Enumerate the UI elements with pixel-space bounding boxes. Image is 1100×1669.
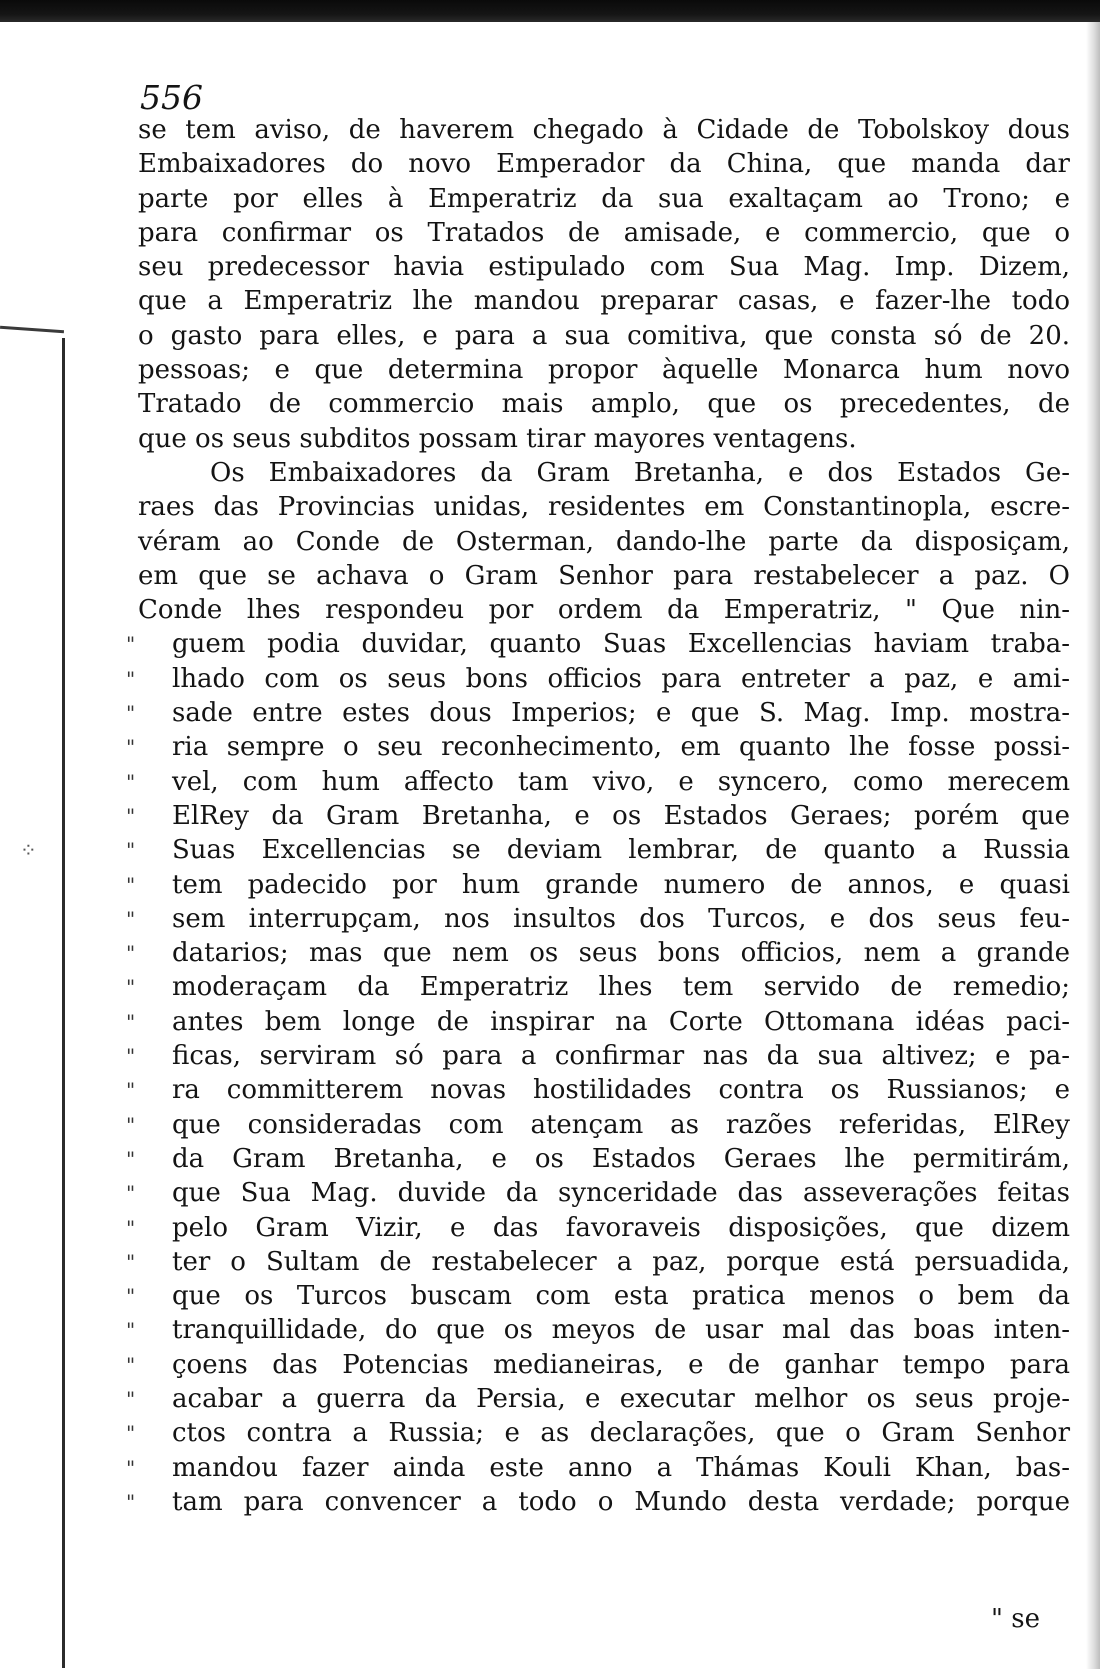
text-line [126,1073,1070,1107]
text-line [126,765,1070,799]
text-line [126,902,1070,936]
quote-mark: " [126,769,136,794]
text-line-content: pelo Gram Vizir, e das favoraveis disposições, que dizem [172,1212,1070,1243]
text-line [138,216,1070,250]
text-line [126,833,1070,867]
text-line-content: antes bem longe de inspirar na Corte Ottomana idéas paci- [172,1006,1070,1037]
text-line-content: mandou fazer ainda este anno a Thámas Kouli Khan, bas- [172,1452,1070,1483]
text-line-content: lhado com os seus bons officios para entreter a paz, e ami- [172,663,1070,694]
text-line-content: véram ao Conde de Osterman, dando-lhe parte da disposiçam, [138,526,1070,557]
text-line [126,627,1070,661]
quote-mark: " [126,838,136,863]
quote-mark: " [126,1489,136,1514]
text-line [126,1451,1070,1485]
text-line [138,593,1070,627]
text-line-content: Tratado de commercio mais amplo, que os precedentes, de [138,389,1070,420]
quote-mark: " [126,1455,136,1480]
quote-mark: " [126,975,136,1000]
text-line-content: tam para convencer a todo o Mundo desta verdade; porque [172,1486,1070,1517]
text-line-content: tem padecido por hum grande numero de annos, e quasi [172,869,1070,900]
text-line-content: moderaçam da Emperatriz lhes tem servido de remedio; [172,972,1070,1003]
page-number: 556 [140,78,203,117]
quote-mark: " [126,1249,136,1274]
text-line [126,1245,1070,1279]
text-line [126,730,1070,764]
text-line [126,936,1070,970]
text-line [126,1279,1070,1313]
quote-mark: " [126,1421,136,1446]
quote-mark: " [126,1284,136,1309]
text-line-content: Suas Excellencias se deviam lembrar, de quanto a Russia [172,835,1070,866]
text-line [126,696,1070,730]
text-line-content: que a Emperatriz lhe mandou preparar casas, e fazer-lhe todo [138,286,1070,317]
text-line [126,868,1070,902]
quote-mark: " [126,1078,136,1103]
text-line [126,1485,1070,1519]
text-line-content: se tem aviso, de haverem chegado à Cidade de Tobolskoy dous [138,115,1070,145]
text-line [138,559,1070,593]
text-line-content: parte por elles à Emperatriz da sua exaltaçam ao Trono; e [138,183,1070,214]
text-line-content: pessoas; e que determina propor àquelle Monarca hum novo [138,355,1070,386]
text-line [126,1382,1070,1416]
quote-mark: " [126,1386,136,1411]
text-line [126,1039,1070,1073]
text-line [138,422,1070,456]
text-line [126,799,1070,833]
margin-notch [0,326,64,333]
text-line [138,387,1070,421]
text-line [126,1108,1070,1142]
text-line-content: da Gram Bretanha, e os Estados Geraes lhe permitirám, [172,1143,1070,1174]
quote-mark: " [126,1215,136,1240]
text-line-content: ter o Sultam de restabelecer a paz, porque está persuadida, [172,1246,1070,1277]
text-line [138,525,1070,559]
quote-mark: " [126,941,136,966]
text-line-content: que os Turcos buscam com esta pratica menos o bem da [172,1281,1070,1312]
text-line-content: ra committerem novas hostilidades contra os Russianos; e [172,1075,1070,1106]
text-line [138,456,1070,490]
quote-mark: " [126,666,136,691]
text-line-content: Conde lhes respondeu por ordem da Emperatriz, " Que nin- [138,595,1070,626]
text-line-content: raes das Provincias unidas, residentes em Constantinopla, escre- [138,492,1070,523]
text-line-content: seu predecessor havia estipulado com Sua Mag. Imp. Dizem, [138,252,1070,283]
quote-mark: " [126,1112,136,1137]
text-line [126,1416,1070,1450]
quote-mark: " [126,1009,136,1034]
text-line [126,1313,1070,1347]
body-text [126,113,1070,1519]
text-line [138,284,1070,318]
text-line-content: tranquillidade, do que os meyos de usar mal das boas inten- [172,1315,1070,1346]
quote-mark: " [126,632,136,657]
quote-mark: " [126,701,136,726]
text-line-content: acabar a guerra da Persia, e executar melhor os seus proje- [172,1383,1070,1414]
quote-mark: " [126,803,136,828]
text-line [138,182,1070,216]
scan-top-edge [0,0,1100,22]
text-line-content: para confirmar os Tratados de amisade, e commercio, que o [138,217,1070,248]
text-line-content: que Sua Mag. duvide da synceridade das asseverações feitas [172,1178,1070,1209]
text-line [126,1005,1070,1039]
text-line-content: datarios; mas que nem os seus bons officios, nem a grande [172,938,1070,969]
catchword: " se [991,1604,1040,1634]
text-line-content: o gasto para elles, e para a sua comitiva, que consta só de 20. [138,320,1070,351]
scan-right-edge [1086,22,1100,1669]
quote-mark: " [126,1318,136,1343]
text-line [126,1142,1070,1176]
text-line [138,319,1070,353]
margin-specks: ⁘ [20,838,37,862]
quote-mark: " [126,872,136,897]
quote-mark: " [126,906,136,931]
text-line [126,970,1070,1004]
text-line-content: Os Embaixadores da Gram Bretanha, e dos Estados Ge- [210,457,1070,488]
quote-mark: " [126,1352,136,1377]
text-line [138,113,1070,147]
text-line [138,147,1070,181]
text-line [138,490,1070,524]
text-line-content: guem podia duvidar, quanto Suas Excellencias haviam traba- [172,629,1070,660]
text-line [138,250,1070,284]
text-line-content: ria sempre o seu reconhecimento, em quanto lhe fosse possi- [172,732,1070,763]
text-line [138,353,1070,387]
text-line-content: que os seus subditos possam tirar mayores ventagens. [138,423,857,454]
text-line-content: ctos contra a Russia; e as declarações, que o Gram Senhor [172,1418,1070,1449]
margin-rule [62,338,65,1668]
text-line [126,1176,1070,1210]
text-line [126,1348,1070,1382]
text-line [126,1211,1070,1245]
quote-mark: " [126,1181,136,1206]
text-line-content: Embaixadores do novo Emperador da China, que manda dar [138,149,1070,180]
quote-mark: " [126,1044,136,1069]
text-line-content: sem interrupçam, nos insultos dos Turcos, e dos seus feu- [172,903,1070,934]
text-line-content: sade entre estes dous Imperios; e que S. Mag. Imp. mostra- [172,698,1070,729]
text-line-content: vel, com hum affecto tam vivo, e syncero, como merecem [172,766,1070,797]
text-line-content: ElRey da Gram Bretanha, e os Estados Geraes; porém que [172,800,1070,831]
quote-mark: " [126,1146,136,1171]
text-line-content: em que se achava o Gram Senhor para restabelecer a paz. O [138,560,1070,591]
text-line [126,662,1070,696]
text-line-content: ficas, serviram só para a confirmar nas da sua altivez; e pa- [172,1041,1070,1072]
quote-mark: " [126,735,136,760]
text-line-content: que consideradas com atençam as razões referidas, ElRey [172,1109,1070,1140]
text-line-content: çoens das Potencias medianeiras, e de ganhar tempo para [172,1349,1070,1380]
